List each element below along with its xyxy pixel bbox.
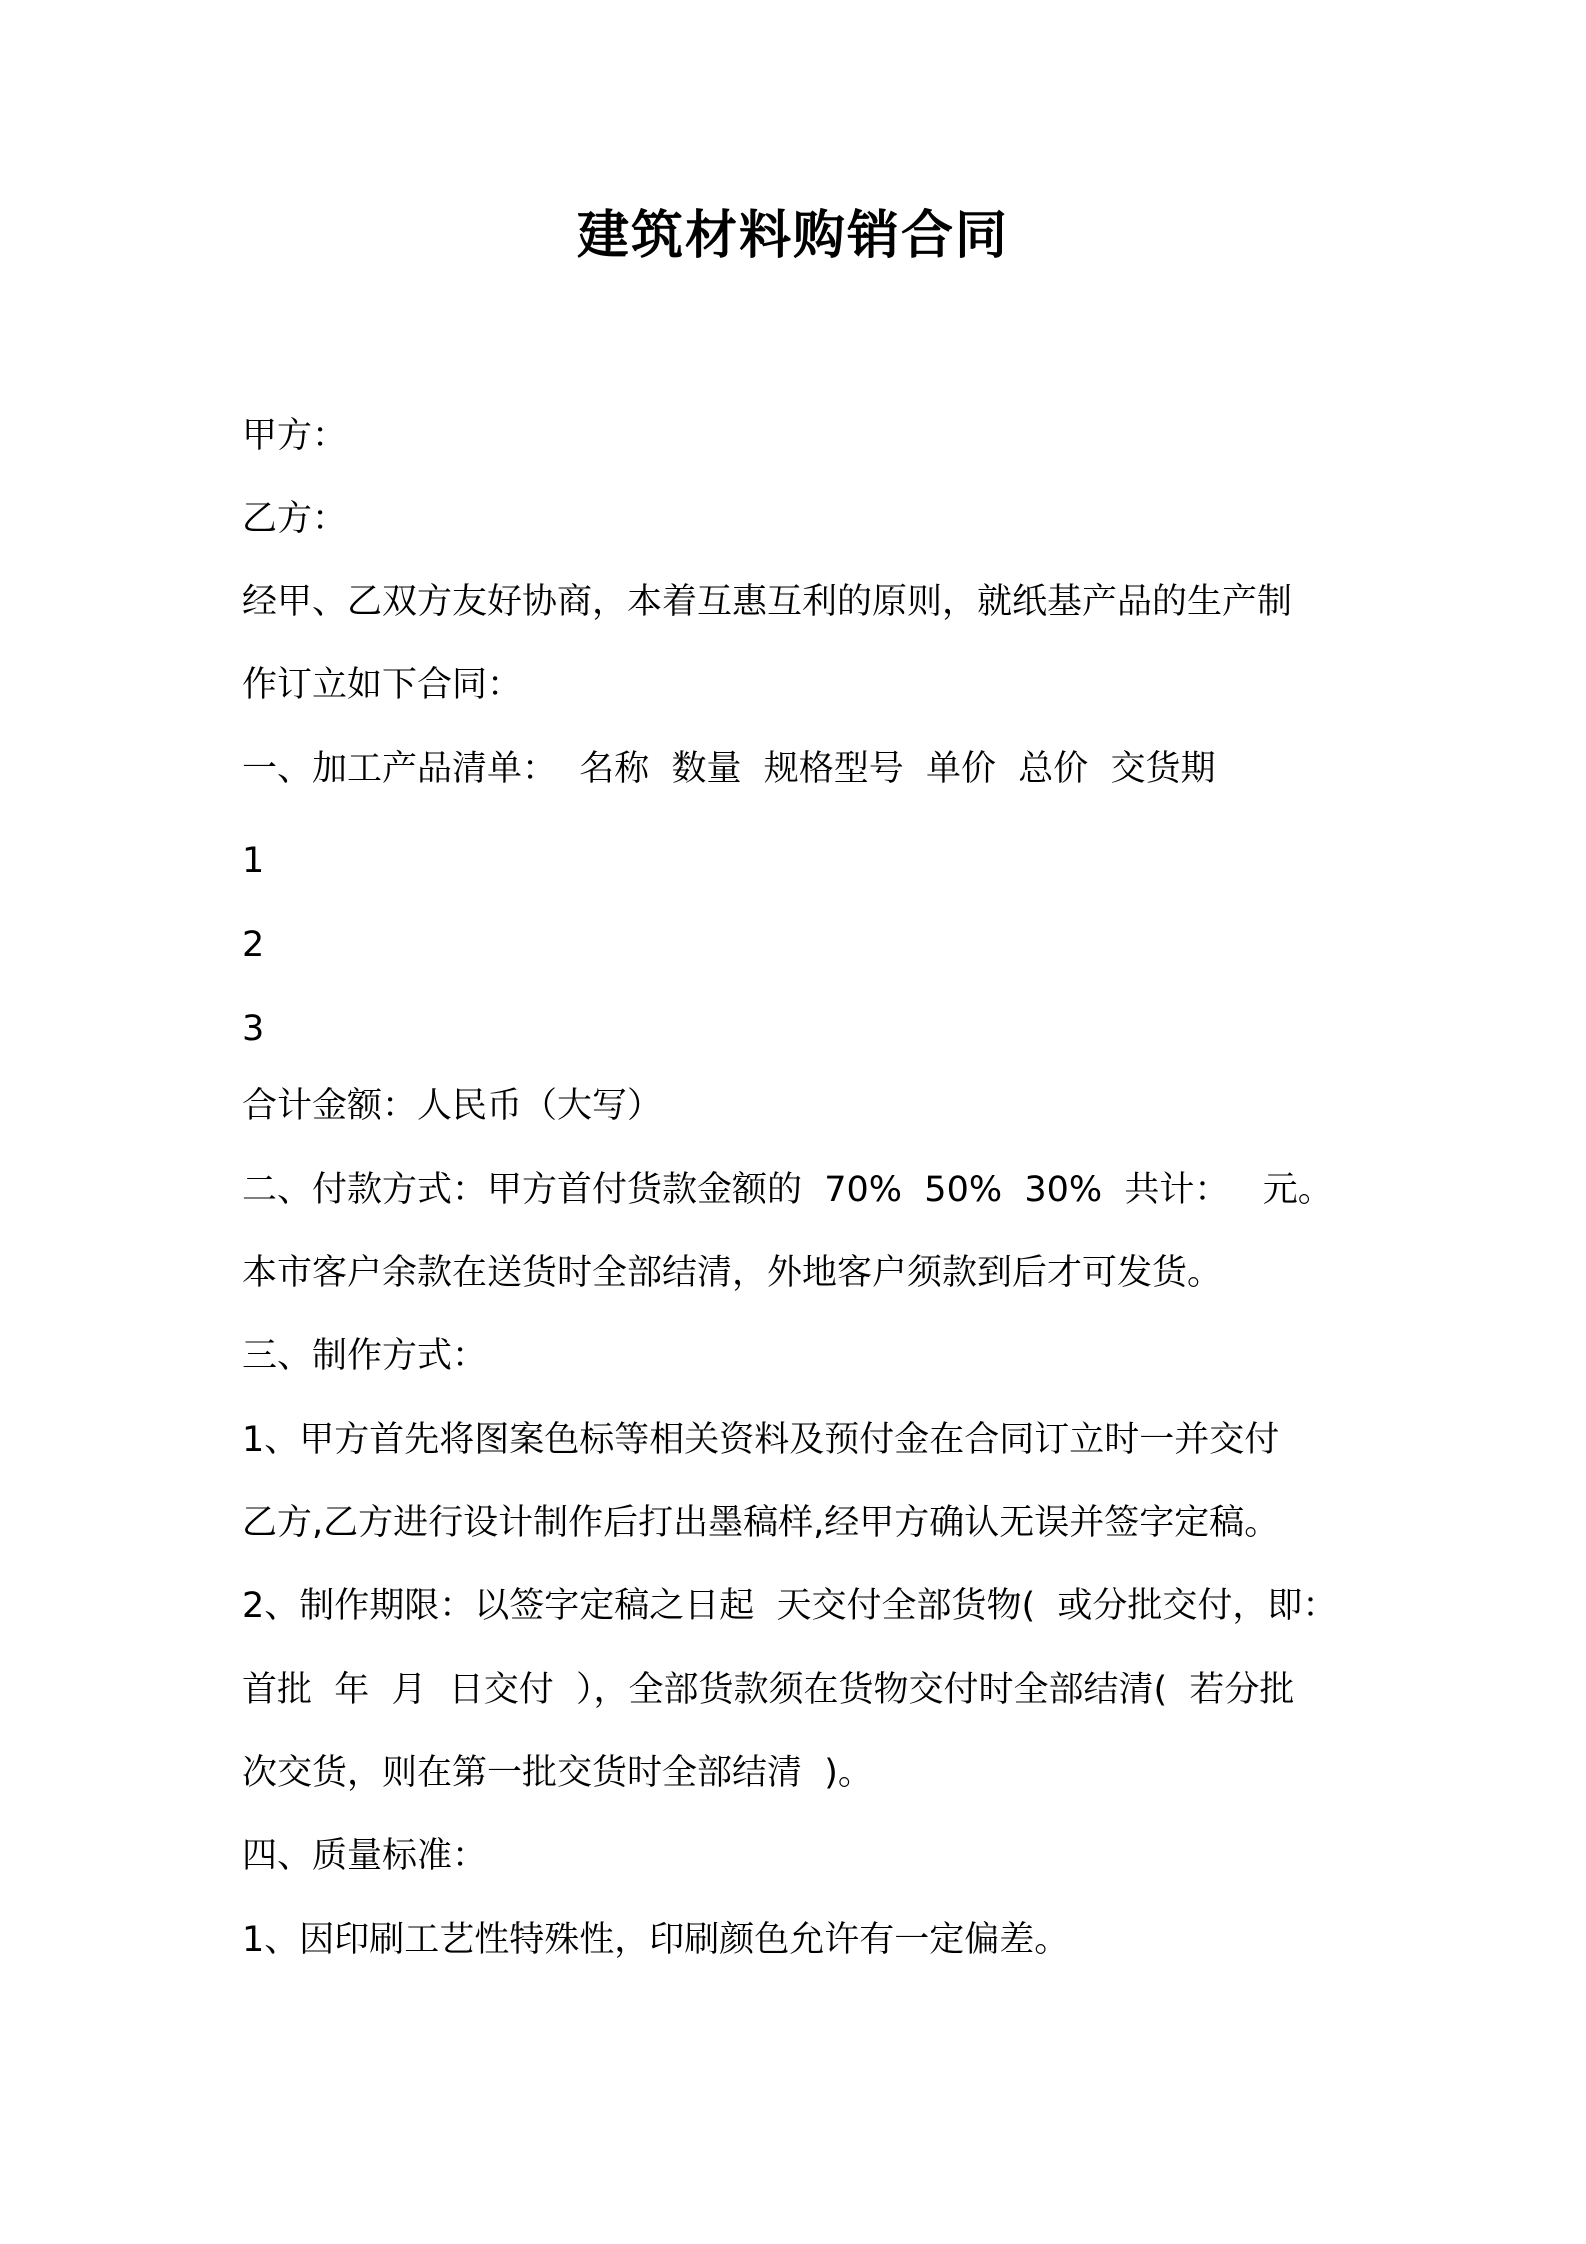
production-clause-1-line-2: 乙方,乙方进行设计制作后打出墨稿样,经甲方确认无误并签字定稿。 bbox=[242, 1503, 1280, 1543]
preamble-line-2: 作订立如下合同： bbox=[242, 665, 523, 705]
document-title: 建筑材料购销合同 bbox=[576, 206, 1009, 266]
product-row-2: 2 bbox=[242, 925, 265, 965]
production-clause-1-line-1: 1、甲方首先将图案色标等相关资料及预付金在合同订立时一并交付 bbox=[242, 1420, 1280, 1460]
production-clause-2-line-2: 首批 年 月 日交付 ），全部货款须在货物交付时全部结清( 若分批 bbox=[242, 1670, 1295, 1710]
payment-method-line: 二、付款方式：甲方首付货款金额的 70% 50% 30% 共计： 元。 bbox=[242, 1170, 1333, 1210]
preamble-line-1: 经甲、乙双方友好协商，本着互惠互利的原则，就纸基产品的生产制 bbox=[242, 582, 1293, 622]
party-b-line: 乙方： bbox=[242, 499, 348, 539]
product-list-heading: 一、加工产品清单： 名称 数量 规格型号 单价 总价 交货期 bbox=[242, 749, 1216, 789]
total-amount-line: 合计金额：人民币（大写） bbox=[242, 1086, 663, 1126]
quality-clause-1: 1、因印刷工艺性特殊性，印刷颜色允许有一定偏差。 bbox=[242, 1920, 1070, 1960]
payment-settlement-line: 本市客户余款在送货时全部结清，外地客户须款到后才可发货。 bbox=[242, 1253, 1223, 1293]
product-row-1: 1 bbox=[242, 841, 265, 881]
production-clause-2-line-3: 次交货，则在第一批交货时全部结清 )。 bbox=[242, 1753, 873, 1793]
product-row-3: 3 bbox=[242, 1009, 265, 1049]
production-method-heading: 三、制作方式： bbox=[242, 1336, 488, 1376]
quality-standard-heading: 四、质量标准： bbox=[242, 1836, 488, 1876]
production-clause-2-line-1: 2、制作期限：以签字定稿之日起 天交付全部货物( 或分批交付，即： bbox=[242, 1586, 1338, 1626]
party-a-line: 甲方： bbox=[242, 416, 348, 456]
